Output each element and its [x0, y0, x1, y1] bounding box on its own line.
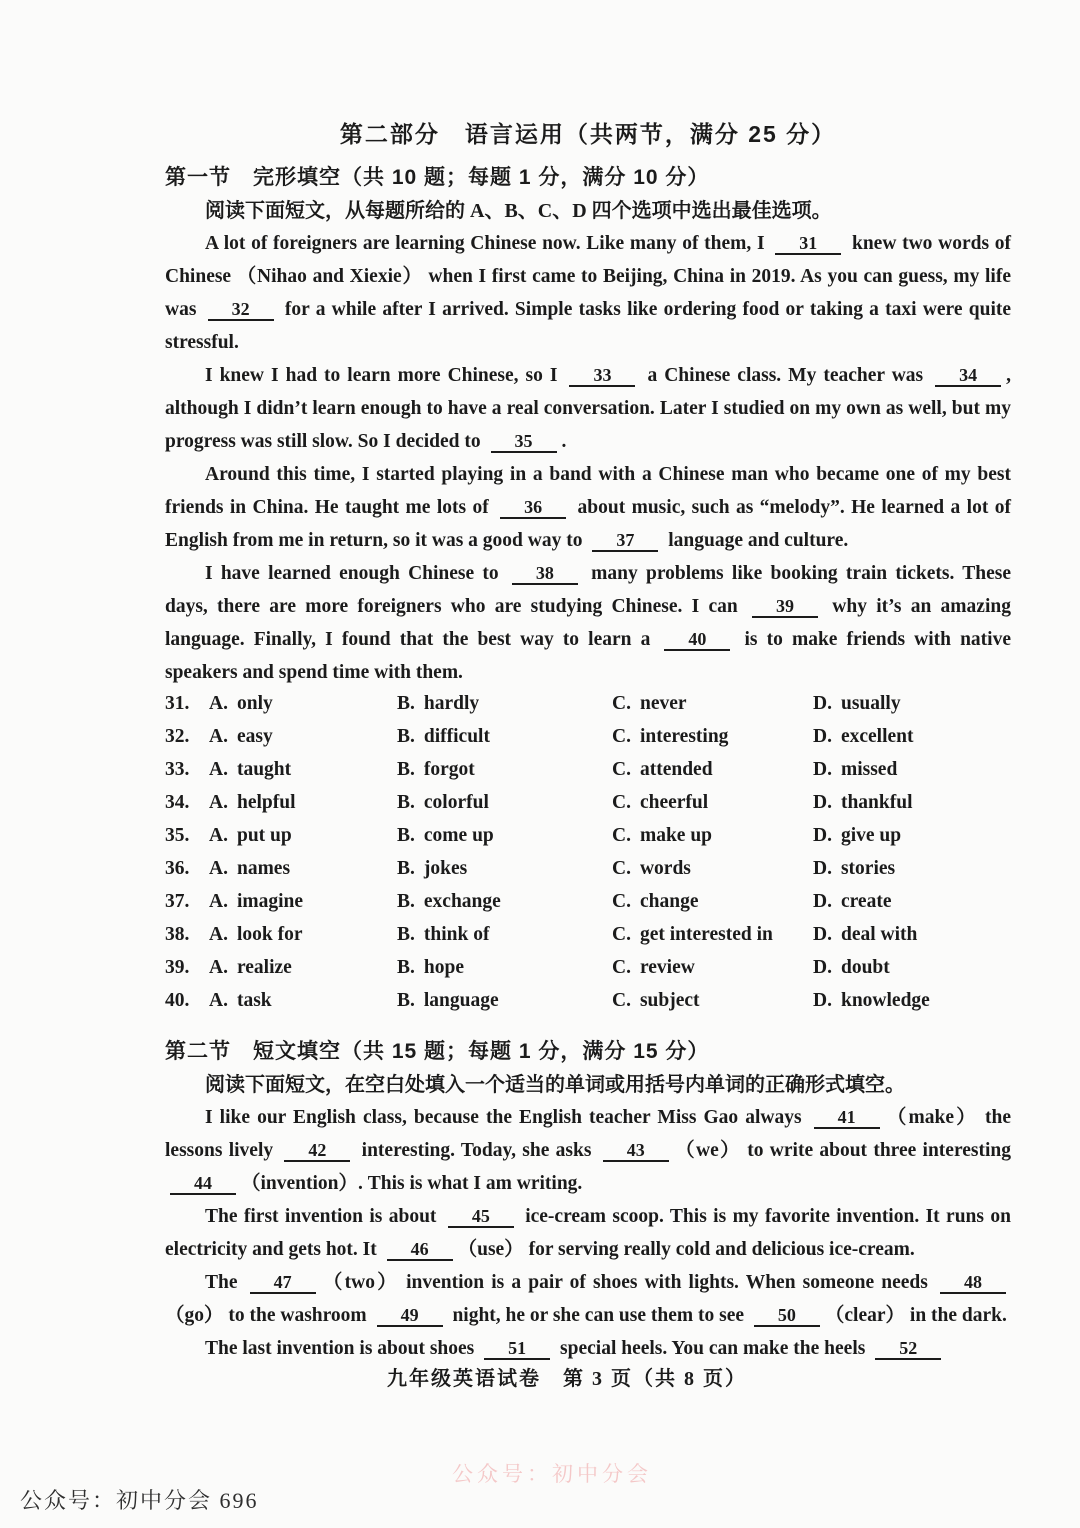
option-letter-a: A. [209, 792, 228, 813]
option-letter-a: A. [209, 726, 228, 747]
gapfill-paragraph-2: The first invention is about 45 ice-cream scoop. This is my favorite invention. It runs on electricity and gets hot. It 46 （use） for serving really cold and delicious ice-cream. [165, 1206, 1011, 1260]
option-number: 35. [165, 825, 190, 846]
watermark-pink: 公众号：初中分会 [452, 1462, 652, 1486]
option-number: 33. [165, 759, 190, 780]
blank-47: 47 [250, 1272, 316, 1294]
option-c [612, 726, 813, 748]
section1-instruction: 阅读下面短文，从每题所给的 A、B、C、D 四个选项中选出最佳选项。 [205, 200, 832, 222]
option-c [612, 924, 813, 946]
option-word-b: hope [423, 957, 464, 978]
option-word-d: missed [840, 759, 898, 780]
page-title: 第二部分 语言运用（共两节，满分 25 分） [339, 121, 837, 147]
options-table [165, 693, 1011, 1023]
option-row [165, 792, 1011, 825]
option-letter-c: C. [612, 759, 631, 780]
option-d [813, 825, 1011, 847]
blank-43: 43 [603, 1140, 669, 1162]
option-b [397, 858, 612, 880]
option-d [813, 726, 1011, 748]
option-word-a: task [236, 990, 272, 1011]
option-d [813, 990, 1011, 1012]
blank-33: 33 [569, 365, 635, 387]
option-word-d: doubt [840, 957, 890, 978]
option-letter-b: B. [397, 990, 415, 1011]
option-letter-b: B. [397, 957, 415, 978]
blank-39: 39 [752, 596, 818, 618]
option-letter-c: C. [612, 792, 631, 813]
option-letter-d: D. [813, 858, 832, 879]
option-letter-d: D. [813, 726, 832, 747]
option-c [612, 891, 813, 913]
option-b [397, 759, 612, 781]
option-letter-d: D. [813, 990, 832, 1011]
blank-36: 36 [500, 497, 566, 519]
option-row [165, 726, 1011, 759]
option-a [209, 924, 397, 946]
section2-heading: 第二节 短文填空（共 15 题；每题 1 分，满分 15 分） [165, 1040, 710, 1063]
option-letter-c: C. [612, 990, 631, 1011]
option-number: 36. [165, 858, 190, 879]
option-word-b: difficult [423, 726, 490, 747]
option-letter-b: B. [397, 726, 415, 747]
option-d [813, 792, 1011, 814]
option-row [165, 693, 1011, 726]
option-number: 40. [165, 990, 190, 1011]
option-word-c: get interested in [639, 924, 773, 945]
option-a [209, 825, 397, 847]
blank-45: 45 [448, 1206, 514, 1228]
option-letter-a: A. [209, 957, 228, 978]
option-word-a: easy [236, 726, 273, 747]
option-d [813, 924, 1011, 946]
blank-40: 40 [664, 629, 730, 651]
option-letter-d: D. [813, 957, 832, 978]
option-word-a: taught [236, 759, 292, 780]
option-number: 39. [165, 957, 190, 978]
option-letter-a: A. [209, 990, 228, 1011]
option-word-d: excellent [840, 726, 914, 747]
option-d [813, 693, 1011, 715]
option-b [397, 924, 612, 946]
option-c [612, 693, 813, 715]
option-b [397, 792, 612, 814]
option-letter-c: C. [612, 891, 631, 912]
option-letter-b: B. [397, 792, 415, 813]
option-letter-a: A. [209, 825, 228, 846]
blank-49: 49 [377, 1305, 443, 1327]
option-word-d: knowledge [840, 990, 930, 1011]
option-letter-c: C. [612, 726, 631, 747]
blank-31: 31 [775, 233, 841, 255]
option-a [209, 759, 397, 781]
option-word-d: deal with [840, 924, 918, 945]
option-word-b: come up [423, 825, 494, 846]
option-word-c: words [639, 858, 691, 879]
option-row [165, 759, 1011, 792]
option-row [165, 891, 1011, 924]
option-letter-b: B. [397, 924, 415, 945]
option-word-c: review [639, 957, 695, 978]
option-number: 32. [165, 726, 190, 747]
option-word-b: exchange [423, 891, 501, 912]
option-letter-c: C. [612, 957, 631, 978]
option-c [612, 825, 813, 847]
option-letter-b: B. [397, 759, 415, 780]
option-word-a: look for [236, 924, 303, 945]
option-letter-b: B. [397, 825, 415, 846]
option-a [209, 693, 397, 715]
option-letter-d: D. [813, 759, 832, 780]
option-word-d: stories [840, 858, 896, 879]
option-c [612, 957, 813, 979]
option-d [813, 858, 1011, 880]
gapfill-paragraph-3: The 47 （two） invention is a pair of shoes with lights. When someone needs 48（go） to the washroom 49 night, he or she can use them to see 50 （clear） in the dark. [165, 1272, 1007, 1326]
section2-instruction: 阅读下面短文，在空白处填入一个适当的单词或用括号内单词的正确形式填空。 [205, 1074, 905, 1096]
cloze-paragraph-4: I have learned enough Chinese to 38 many problems like booking train tickets. These days, there are more foreigners who are studying Chinese. I can 39 why it’s an amazing language. Finally, I found that the best way to learn a 40 is to make friends with native speakers and spend time with them. [165, 563, 1012, 683]
option-c [612, 990, 813, 1012]
gapfill-paragraph-4: The last invention is about shoes 51 special heels. You can make the heels 52 [165, 1332, 1011, 1365]
option-b [397, 891, 612, 913]
option-number: 37. [165, 891, 190, 912]
option-word-c: cheerful [639, 792, 709, 813]
option-letter-a: A. [209, 858, 228, 879]
option-letter-d: D. [813, 825, 832, 846]
option-word-b: colorful [423, 792, 489, 813]
option-row [165, 858, 1011, 891]
blank-38: 38 [512, 563, 578, 585]
option-a [209, 792, 397, 814]
option-word-d: usually [840, 693, 901, 714]
cloze-paragraph-3: Around this time, I started playing in a band with a Chinese man who became one of my best friends in China. He taught me lots of 36 about music, such as “melody”. He learned a lot of English from me in return, so it was a good way to 37 language and culture. [165, 464, 1011, 551]
option-number: 38. [165, 924, 190, 945]
blank-51: 51 [484, 1338, 550, 1360]
option-b [397, 693, 612, 715]
option-letter-a: A. [209, 924, 228, 945]
option-word-c: never [639, 693, 687, 714]
option-letter-b: B. [397, 858, 415, 879]
option-d [813, 957, 1011, 979]
option-word-d: give up [840, 825, 902, 846]
option-word-a: put up [236, 825, 292, 846]
option-word-c: attended [639, 759, 713, 780]
option-letter-d: D. [813, 891, 832, 912]
option-a [209, 891, 397, 913]
option-row [165, 957, 1011, 990]
option-a [209, 858, 397, 880]
option-letter-b: B. [397, 891, 415, 912]
option-letter-d: D. [813, 924, 832, 945]
option-letter-b: B. [397, 693, 415, 714]
option-row [165, 990, 1011, 1023]
option-number: 34. [165, 792, 190, 813]
option-word-b: language [423, 990, 499, 1011]
option-word-b: hardly [423, 693, 480, 714]
blank-52: 52 [875, 1338, 941, 1360]
gapfill-paragraph-1: I like our English class, because the English teacher Miss Gao always 41 （make） the lessons lively 42 interesting. Today, she asks 43 （we） to write about three interesting 44 （invention）. This is what I am writing. [165, 1107, 1012, 1194]
option-letter-c: C. [612, 825, 631, 846]
option-d [813, 891, 1011, 913]
option-word-d: thankful [840, 792, 913, 813]
option-row [165, 924, 1011, 957]
option-d [813, 759, 1011, 781]
option-b [397, 990, 612, 1012]
option-letter-c: C. [612, 693, 631, 714]
option-letter-a: A. [209, 759, 228, 780]
option-word-a: only [236, 693, 273, 714]
option-word-c: subject [639, 990, 700, 1011]
option-word-b: forgot [423, 759, 475, 780]
option-a [209, 957, 397, 979]
blank-37: 37 [592, 530, 658, 552]
blank-34: 34 [935, 365, 1001, 387]
option-c [612, 792, 813, 814]
blank-46: 46 [387, 1239, 453, 1261]
option-a [209, 726, 397, 748]
watermark-bottom-left: 公众号：初中分会 696 [20, 1488, 259, 1513]
option-word-b: jokes [423, 858, 468, 879]
option-number: 31. [165, 693, 190, 714]
blank-41: 41 [814, 1107, 880, 1129]
blank-48: 48 [940, 1272, 1006, 1294]
section1-heading: 第一节 完形填空（共 10 题；每题 1 分，满分 10 分） [165, 166, 710, 189]
option-word-d: create [840, 891, 892, 912]
cloze-paragraph-1: A lot of foreigners are learning Chinese now. Like many of them, I 31 knew two words of Chinese （Nihao and Xiexie） when I first came to Beijing, China in 2019. As you can guess, my life was 32 for a while after I arrived. Simple tasks like ordering food or taking a taxi were quite stressful. [165, 233, 1012, 353]
option-letter-c: C. [612, 924, 631, 945]
blank-32: 32 [208, 299, 274, 321]
option-c [612, 858, 813, 880]
option-letter-d: D. [813, 693, 832, 714]
blank-42: 42 [284, 1140, 350, 1162]
exam-page [165, 116, 1011, 1365]
option-row [165, 825, 1011, 858]
option-word-a: imagine [236, 891, 304, 912]
cloze-paragraph-2: I knew I had to learn more Chinese, so I 33 a Chinese class. My teacher was 34 , although I didn’t learn enough to have a real conversation. Later I studied on my own as well, but my progress was still slow. So I decided to 35 . [165, 365, 1011, 452]
option-word-a: helpful [236, 792, 296, 813]
option-letter-a: A. [209, 693, 228, 714]
option-letter-a: A. [209, 891, 228, 912]
option-word-c: change [639, 891, 699, 912]
option-word-c: make up [639, 825, 713, 846]
option-word-a: names [236, 858, 291, 879]
blank-50: 50 [754, 1305, 820, 1327]
option-b [397, 957, 612, 979]
option-letter-d: D. [813, 792, 832, 813]
page-footer: 九年级英语试卷 第 3 页（共 8 页） [387, 1368, 747, 1390]
option-letter-c: C. [612, 858, 631, 879]
option-word-c: interesting [639, 726, 729, 747]
blank-44: 44 [170, 1173, 236, 1195]
option-word-a: realize [236, 957, 292, 978]
option-word-b: think of [423, 924, 490, 945]
blank-35: 35 [491, 431, 557, 453]
option-b [397, 726, 612, 748]
option-a [209, 990, 397, 1012]
option-c [612, 759, 813, 781]
option-b [397, 825, 612, 847]
